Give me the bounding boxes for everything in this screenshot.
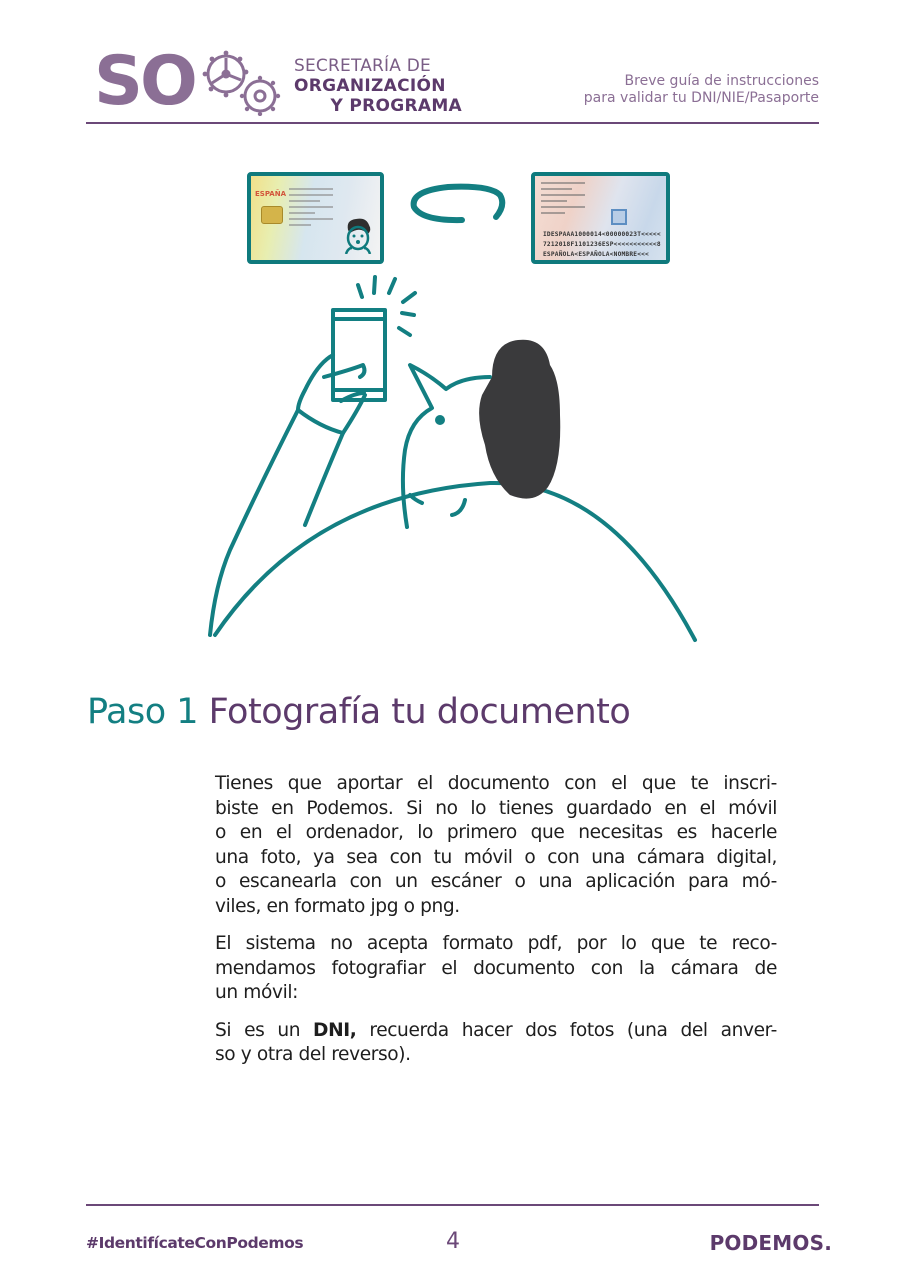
paragraph-3: Si es un DNI, recuerda hacer dos fotos (una del anver- so y otra del reverso). [215,1019,777,1065]
page-header [86,44,819,124]
dni-emphasis: DNI, [313,1019,357,1041]
hair-icon [479,340,560,499]
body-text [215,772,777,1081]
card-mrz: IDESPAAA1000014<00000023T<<<<< 7212018F1101236ESP<<<<<<<<<<<8 ESPAÑOLA<ESPAÑOLA<NOMBRE<<< [543,231,661,258]
org-name [294,56,462,116]
gears-icon [200,50,282,116]
guide-subtitle [584,73,819,107]
so-logo: SO [94,42,195,121]
illustration [200,165,720,655]
person-taking-photo-icon [200,165,720,655]
guide-line-1: Breve guía de instrucciones [624,73,819,89]
rotate-arrow-icon [414,187,503,220]
page-number: 4 [446,1229,460,1254]
paragraph-2: El sistema no acepta formato pdf, por lo que te reco- mendamos fotografiar el documento con la cámara de un móvil: [215,933,777,1003]
paragraph-3-line-1: Si es un DNI, recuerda hacer dos fotos (una del anver- [215,1019,777,1041]
step-name: Fotografía tu documento [208,692,631,732]
footer-divider [86,1204,819,1206]
brand-logo: PODEMOS. [709,1231,832,1255]
org-line-1: SECRETARÍA DE [294,56,431,76]
guide-line-2: para validar tu DNI/NIE/Pasaporte [583,90,819,106]
org-line-3: Y PROGRAMA [330,96,462,116]
header-divider [86,122,819,124]
card-country-label: ESPAÑA [255,190,287,198]
paragraph-1: Tienes que aportar el documento con el que te inscri- biste en Podemos. Si no lo tienes guardado en el móvil o en el ordenador, lo primero que necesitas es hacerle una foto, ya sea con tu móvil o con una cámara digital, o escanearla con un escáner o una aplicación para mó- viles, en formato jpg o png. [215,773,777,917]
step-title [87,690,630,734]
step-number: Paso 1 [87,692,199,732]
org-line-2: ORGANIZACIÓN [294,76,446,96]
hashtag: #IdentifícateConPodemos [86,1234,304,1252]
